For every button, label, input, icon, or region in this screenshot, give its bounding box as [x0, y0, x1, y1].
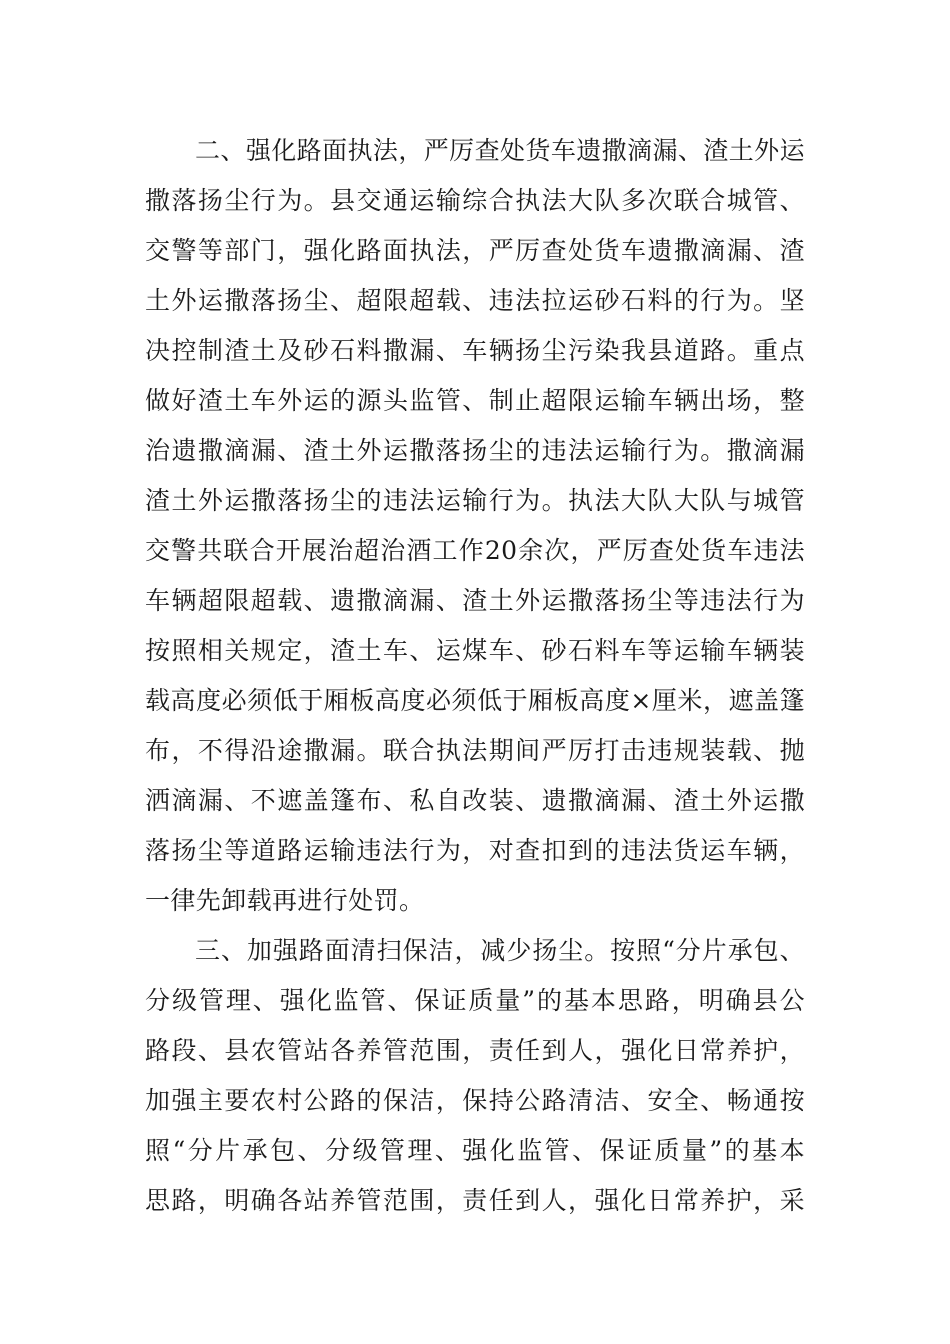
text-line: 落扬尘等道路运输违法行为，对查扣到的违法货运车辆， — [145, 836, 805, 865]
text-line: 分级管理、强化监管、保证质量”的基本思路，明确县公 — [145, 986, 805, 1015]
text-line: 照“分片承包、分级管理、强化监管、保证质量”的基本 — [145, 1136, 805, 1165]
text-line: 按照相关规定，渣土车、运煤车、砂石料车等运输车辆装 — [145, 636, 805, 665]
text-line: 二、强化路面执法，严厉查处货车遗撒滴漏、渣土外运 — [195, 136, 805, 165]
text-line: 交警共联合开展治超治酒工作20余次，严厉查处货车违法 — [145, 536, 805, 565]
text-line: 路段、县农管站各养管范围，责任到人，强化日常养护， — [145, 1036, 805, 1065]
text-line: 布，不得沿途撒漏。联合执法期间严厉打击违规装载、抛 — [145, 736, 805, 765]
text-line: 治遗撒滴漏、渣土外运撒落扬尘的违法运输行为。撒滴漏 — [145, 436, 805, 465]
text-line: 撒落扬尘行为。县交通运输综合执法大队多次联合城管、 — [145, 186, 805, 215]
text-line: 思路，明确各站养管范围，责任到人，强化日常养护，采 — [145, 1186, 805, 1215]
body-text — [145, 126, 805, 1226]
text-line: 三、加强路面清扫保洁，减少扬尘。按照“分片承包、 — [195, 936, 805, 965]
text-line: 做好渣土车外运的源头监管、制止超限运输车辆出场，整 — [145, 386, 805, 415]
paragraph-2 — [145, 126, 805, 926]
text-line: 决控制渣土及砂石料撒漏、车辆扬尘污染我县道路。重点 — [145, 336, 805, 365]
text-line: 交警等部门，强化路面执法，严厉查处货车遗撒滴漏、渣 — [145, 236, 805, 265]
text-line: 渣土外运撒落扬尘的违法运输行为。执法大队大队与城管 — [145, 486, 805, 515]
text-line: 土外运撒落扬尘、超限超载、违法拉运砂石料的行为。坚 — [145, 286, 805, 315]
text-line: 载高度必须低于厢板高度必须低于厢板高度×厘米，遮盖篷 — [145, 686, 805, 715]
text-line: 洒滴漏、不遮盖篷布、私自改装、遗撒滴漏、渣土外运撒 — [145, 786, 805, 815]
paragraph-3 — [145, 926, 805, 1226]
text-line: 加强主要农村公路的保洁，保持公路清洁、安全、畅通按 — [145, 1086, 805, 1115]
text-line: 车辆超限超载、遗撒滴漏、渣土外运撒落扬尘等违法行为 — [145, 586, 805, 615]
text-line: 一律先卸载再进行处罚。 — [145, 886, 425, 915]
